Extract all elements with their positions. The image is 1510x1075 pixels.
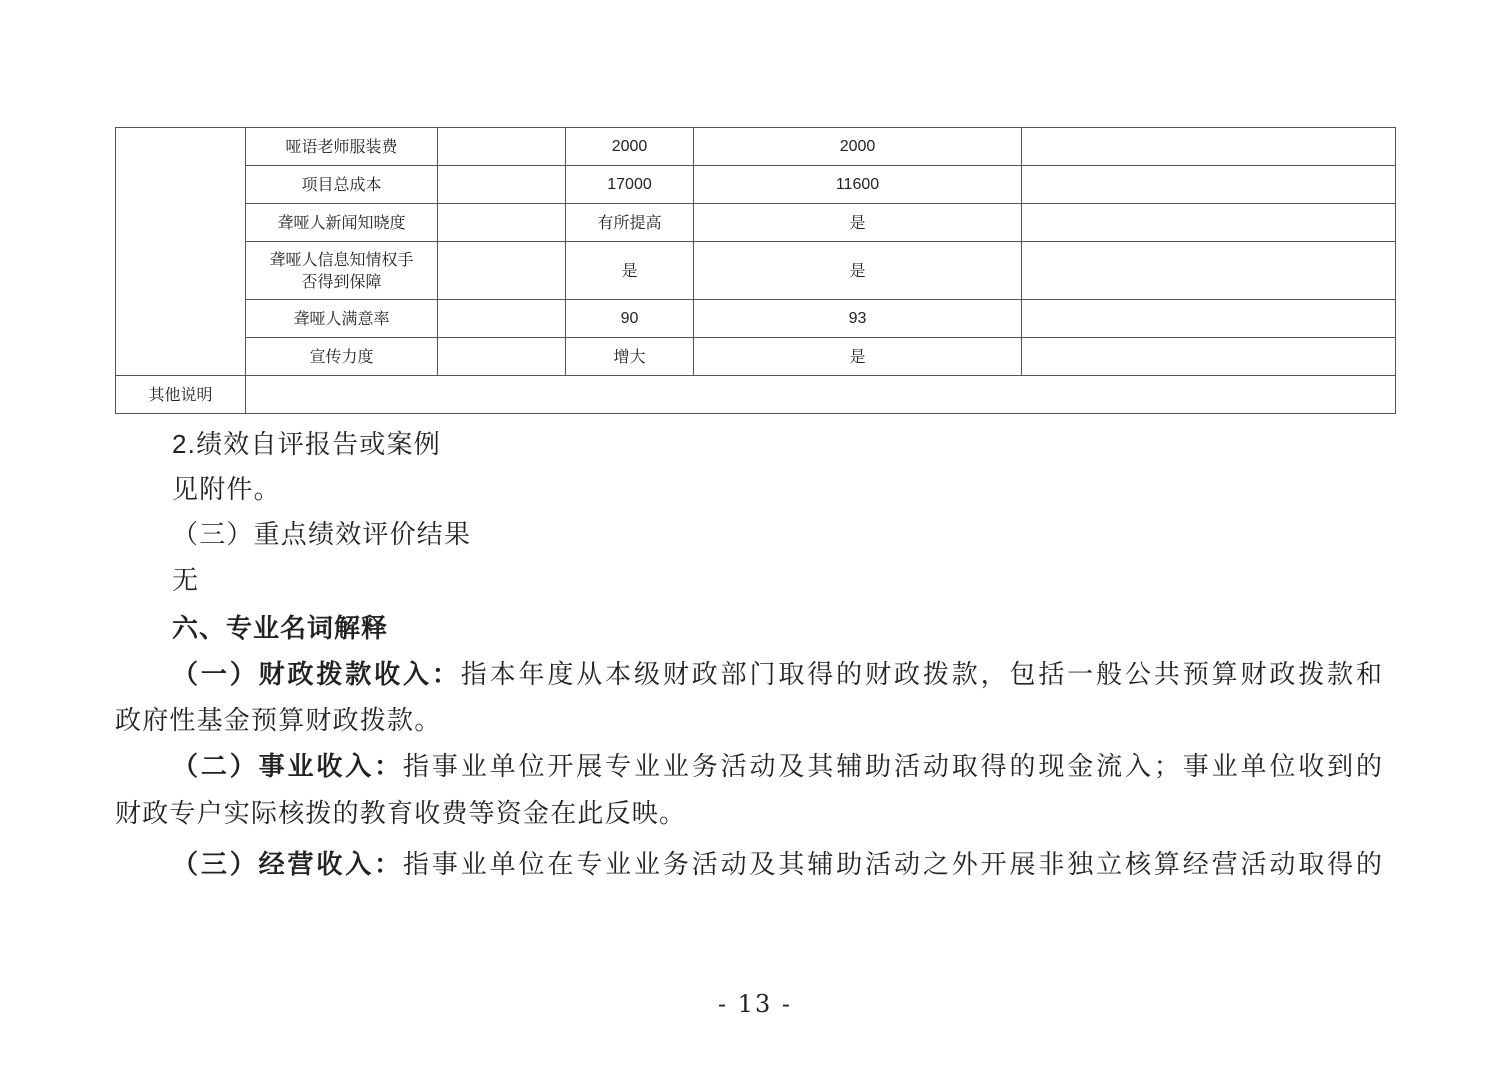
indicator-remark <box>1022 300 1396 338</box>
definition-3-line1 <box>172 848 1382 882</box>
indicator-remark <box>1022 204 1396 242</box>
page-number: - 13 - <box>717 990 792 1018</box>
indicator-actual: 2000 <box>694 128 1022 166</box>
heading-terms: 六、专业名词解释 <box>172 614 389 644</box>
indicator-actual: 是 <box>694 242 1022 300</box>
item2-title: 绩效自评报告或案例 <box>196 430 441 460</box>
indicator-name-line1: 聋哑人信息知情权手 <box>269 249 414 269</box>
definition-1-line2: 政府性基金预算财政拨款。 <box>115 706 442 736</box>
indicator-target: 2000 <box>566 128 694 166</box>
indicator-name: 聋哑人新闻知晓度 <box>246 204 438 242</box>
indicator-remark <box>1022 242 1396 300</box>
performance-table <box>115 127 1396 414</box>
indicator-actual: 是 <box>694 204 1022 242</box>
indicator-remark <box>1022 338 1396 376</box>
merged-category-cell <box>116 128 246 376</box>
table-row <box>116 338 1396 376</box>
section3-title: （三）重点绩效评价结果 <box>172 520 472 550</box>
indicator-col3 <box>438 166 566 204</box>
definition-1-line1 <box>172 658 1382 692</box>
indicator-actual: 93 <box>694 300 1022 338</box>
indicator-target: 增大 <box>566 338 694 376</box>
indicator-actual: 是 <box>694 338 1022 376</box>
indicator-name-line2: 否得到保障 <box>301 271 382 291</box>
definition-1-term: （一）财政拨款收入： <box>172 660 461 690</box>
indicator-name: 项目总成本 <box>246 166 438 204</box>
indicator-target: 有所提高 <box>566 204 694 242</box>
definition-2-term: （二）事业收入： <box>172 752 404 782</box>
indicator-col3 <box>438 300 566 338</box>
indicator-name: 聋哑人满意率 <box>246 300 438 338</box>
table-row <box>116 204 1396 242</box>
other-notes-label: 其他说明 <box>116 376 246 414</box>
indicator-col3 <box>438 338 566 376</box>
other-notes-value <box>246 376 1396 414</box>
indicator-actual: 11600 <box>694 166 1022 204</box>
item2-number: 2. <box>172 429 197 459</box>
indicator-col3 <box>438 128 566 166</box>
definition-1-text: 指本年度从本级财政部门取得的财政拨款，包括一般公共预算财政拨款和 <box>460 660 1382 690</box>
indicator-target: 90 <box>566 300 694 338</box>
section3-text: 无 <box>172 566 200 596</box>
item2-text: 见附件。 <box>172 475 281 505</box>
definition-2-line1 <box>172 750 1382 784</box>
table-row <box>116 242 1396 300</box>
indicator-col3 <box>438 242 566 300</box>
table-row <box>116 166 1396 204</box>
indicator-target: 是 <box>566 242 694 300</box>
indicator-name <box>246 242 438 300</box>
table-row <box>116 300 1396 338</box>
definition-2-text: 指事业单位开展专业业务活动及其辅助活动取得的现金流入；事业单位收到的 <box>403 752 1382 782</box>
indicator-target: 17000 <box>566 166 694 204</box>
indicator-col3 <box>438 204 566 242</box>
indicator-name: 哑语老师服装费 <box>246 128 438 166</box>
item2-heading <box>172 427 441 462</box>
indicator-remark <box>1022 166 1396 204</box>
table-row-other-notes <box>116 376 1396 414</box>
table-row <box>116 128 1396 166</box>
definition-3-term: （三）经营收入： <box>172 850 404 880</box>
indicator-name: 宣传力度 <box>246 338 438 376</box>
indicator-remark <box>1022 128 1396 166</box>
definition-2-line2: 财政专户实际核拨的教育收费等资金在此反映。 <box>115 799 687 829</box>
definition-3-text: 指事业单位在专业业务活动及其辅助活动之外开展非独立核算经营活动取得的 <box>403 850 1382 880</box>
